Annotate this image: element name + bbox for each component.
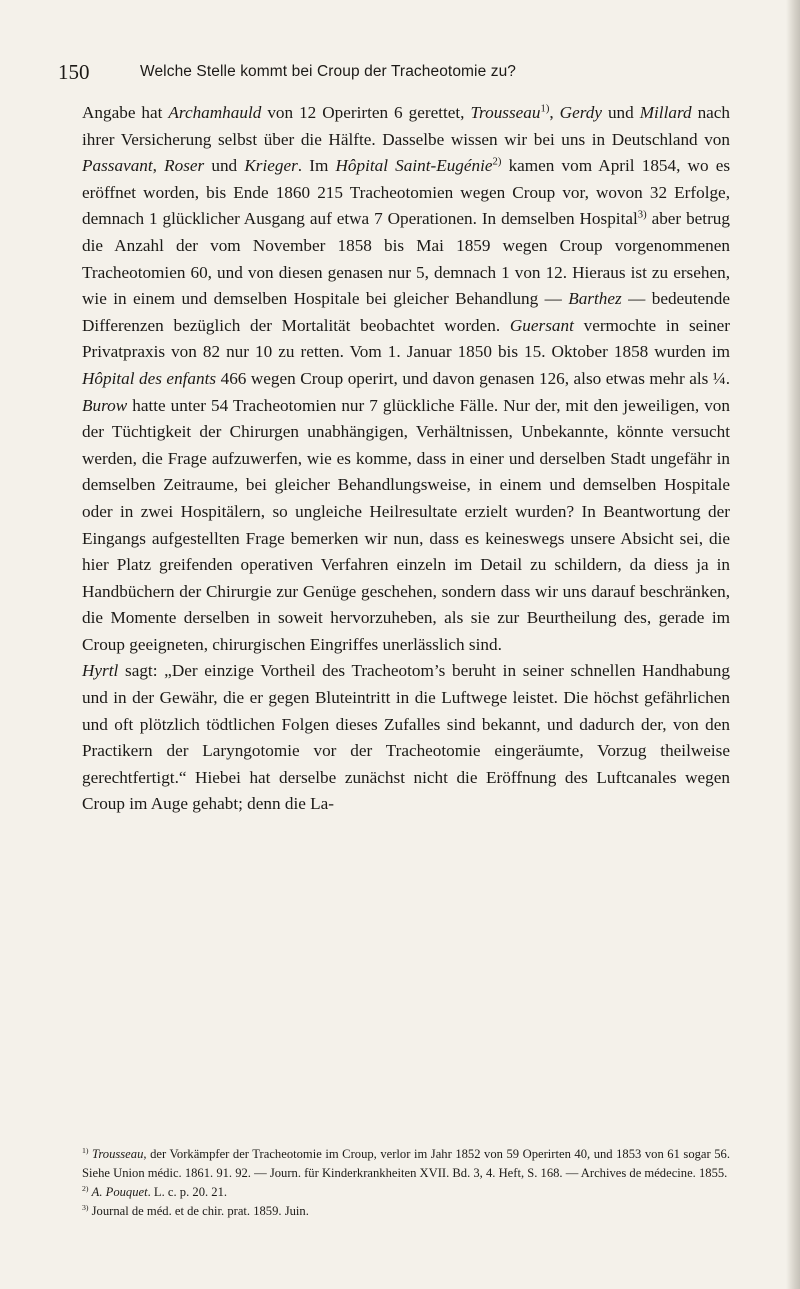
text-run: 466 wegen Croup operirt, und davon genasen 126, also etwas mehr als ¼.: [216, 368, 730, 388]
text-run: von 12 Operirten 6 gerettet,: [261, 103, 471, 122]
person-name: Hyrtl: [82, 661, 119, 681]
person-name: Krieger: [244, 156, 298, 176]
text-run: . Im: [297, 156, 336, 176]
footnote-text: . L. c. p. 20. 21.: [147, 1185, 228, 1199]
main-text: [82, 100, 730, 818]
page-edge-shadow: [786, 0, 800, 1289]
footnote-ref: 3): [637, 209, 647, 221]
footnotes: [82, 1145, 730, 1221]
footnote-ref: 2): [492, 156, 502, 168]
paragraph-2: [82, 658, 730, 818]
person-name: Trousseau: [470, 103, 541, 122]
text-run: und: [204, 156, 245, 176]
text-run: kamen vom April 1854, wo es eröffnet worden, bis Ende 1860 215 Tracheotomien wegen Croup vor, wovon 32 Erfolge, demnach 1 glücklicher Ausgang auf etwa 7 Operationen. In demselben Hospital: [82, 156, 731, 229]
footnote-text: Journal de méd. et de chir. prat. 1859. Juin.: [88, 1204, 309, 1218]
text-run: vermochte in seiner Privatpraxis von 82 nur 10 zu retten. Vom 1. Januar 1850 bis 15. Oktober 1858 wurden im: [82, 315, 730, 362]
person-name: Burow: [82, 395, 128, 415]
footnote-name: A. Pouquet: [91, 1185, 148, 1199]
person-name: Roser: [164, 156, 205, 176]
footnote-mark: 1): [82, 1145, 89, 1155]
footnote-2: [82, 1183, 730, 1202]
text-run: aber betrug die Anzahl der vom November 1858 bis Mai 1859 wegen Croup vorgenommenen Tracheotomien 60, und von diesen genasen nur 5, demnach 1 von 12. Hieraus ist zu ersehen, wie in einem und demselben Hospitale bei gleicher Behandlung —: [82, 209, 730, 309]
person-name: Barthez: [568, 289, 622, 309]
paragraph-1: [82, 100, 730, 658]
hospital-name: Hôpital Saint-Eugénie: [335, 156, 493, 176]
footnote-name: Trousseau: [92, 1147, 144, 1161]
text-run: ,: [549, 103, 560, 122]
running-title: Welche Stelle kommt bei Croup der Tracheotomie zu?: [140, 63, 517, 80]
text-run: ,: [152, 156, 165, 176]
footnote-3: [82, 1202, 730, 1221]
text-run: Angabe hat: [82, 103, 169, 122]
footnote-mark: 3): [82, 1202, 89, 1212]
text-run: — bedeutende Differenzen bezüglich der Mortalität beobachtet worden.: [82, 289, 730, 335]
person-name: Millard: [639, 103, 692, 122]
footnote-1: [82, 1145, 730, 1183]
text-run: sagt: „Der einzige Vortheil des Tracheotom’s beruht in seiner schnellen Handhabung und in der Gewähr, die er gegen Bluteintritt in die Luftwege leistet. Die höchst gefährlichen und oft plötzlich tödtlichen Folgen dieses Zufalles sind bekannt, und dadurch der, von den Practikern der Laryngotomie vor der Tracheotomie eingeräumte, Vorzug theilweise gerechtfertigt.“ Hiebei hat derselbe zunächst nicht die Eröffnung des Luftcanales wegen Croup im Auge gehabt; denn die La-: [82, 661, 730, 814]
footnote-mark: 2): [82, 1183, 89, 1193]
hospital-name: Hôpital des enfants: [82, 368, 217, 388]
page-header: [58, 60, 730, 90]
person-name: Passavant: [82, 156, 153, 176]
text-run: hatte unter 54 Tracheotomien nur 7 glückliche Fälle. Nur der, mit den jeweiligen, von der Tüchtigkeit der Chirurgen unabhängigen, Verhältnissen, Unbekannte, könnte versucht werden, die Frage aufzuwerfen, wie es komme, dass in einer und derselben Stadt ungefähr in demselben Zeitraume, bei gleicher Behandlungsweise, in einem und demselben Hospitale oder in zwei Hospitälern, so ungleiche Heilresultate erzielt wurden? In Beantwortung der Eingangs aufgestellten Frage bemerken wir nun, dass es keineswegs unsere Absicht sei, die hier Platz greifenden operativen Verfahren einzeln im Detail zu schildern, da diess ja in Handbüchern der Chirurgie zur Genüge geschehen, sondern dass wir uns darauf beschränken, die Momente derselben in soweit hervorzuheben, als sie zur Beurtheilung des, gerade im Croup geeigneten, chirurgischen Eingriffes unerlässlich sind.: [82, 395, 730, 654]
person-name: Archamhauld: [168, 103, 262, 122]
text-run: und: [601, 103, 640, 122]
footnote-ref: 1): [540, 103, 550, 115]
page-number: 150: [58, 60, 90, 84]
footnote-text: , der Vorkämpfer der Tracheotomie im Croup, verlor im Jahr 1852 von 59 Operirten 40, und 1853 von 61 sogar 56. Siehe Union médic. 1861. 91. 92. — Journ. für Kinderkrankheiten XVII. Bd. 3, 4. Heft, S. 168. — Archives de médecine. 1855.: [82, 1147, 730, 1180]
text-run: nach ihrer Versicherung selbst über die Hälfte. Dasselbe wissen wir bei uns in Deutschland von: [82, 103, 731, 149]
person-name: Guersant: [509, 315, 574, 335]
person-name: Gerdy: [559, 103, 602, 122]
